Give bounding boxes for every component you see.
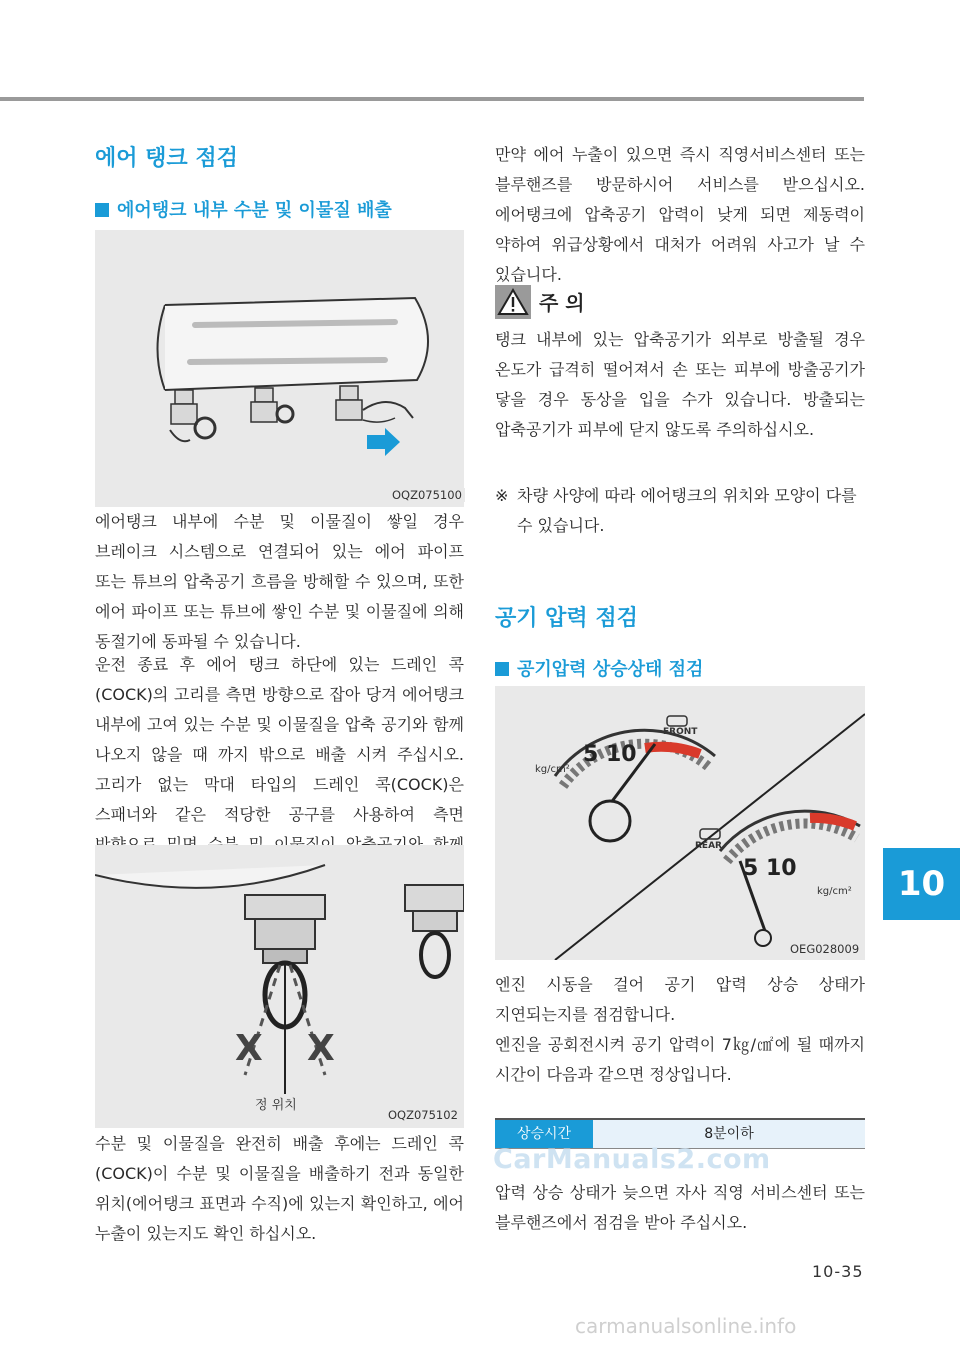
- figure-air-tank-drain: [95, 230, 464, 507]
- gauge-rear-scale: 5 10: [743, 856, 797, 881]
- caution-text: 탱크 내부에 있는 압축공기가 외부로 방출될 경우 온도가 급격히 떨어져서 손 또는 피부에 방출공기가 닿을 경우 동상을 입을 수가 있습니다. 방출되는 압축공기가 피부에 닫지 않도록 주의하십시오.: [495, 330, 865, 439]
- paragraph-air-leak: 만약 에어 누출이 있으면 즉시 직영서비스센터 또는 블루핸즈를 방문하시어 서비스를 받으십시오. 에어탱크에 압축공기 압력이 낮게 되면 제동력이 약하여 위급상황에서 대처가 어려워 사고가 날 수 있습니다.: [495, 145, 865, 284]
- air-tank-drain-illustration: [95, 230, 464, 507]
- svg-text:X: X: [235, 1028, 263, 1069]
- subsection-title-drain: [95, 196, 392, 222]
- subsection-title-pressure-rise: [495, 655, 703, 681]
- gauge-rear-unit: kg/cm²: [817, 886, 852, 897]
- subsection-title-text: 에어탱크 내부 수분 및 이물질 배출: [117, 200, 392, 221]
- note-mark: ※: [495, 486, 509, 505]
- gauge-front-label: FRONT: [663, 727, 698, 737]
- chapter-tab: 10: [883, 848, 960, 920]
- figure-drain-cock-position: [95, 845, 464, 1128]
- page-number: 10-35: [812, 1262, 864, 1281]
- paragraph-drain-procedure: 운전 종료 후 에어 탱크 하단에 있는 드레인 콕(COCK)의 고리를 측면 방향으로 잡아 당겨 에어탱크 내부에 고여 있는 수분 및 이물질을 압축 공기와 함께 나오지 않을 때 까지 밖으로 배출 시켜 주십시오. 고리가 없는 막대 타입의 드레인 콕(COCK)은 스패너와 같은 적당한 공구를 사용하여 측면: [95, 655, 464, 824]
- square-bullet-icon: [495, 662, 509, 676]
- caution-label: 주 의: [539, 291, 585, 315]
- paragraph-after-drain-check: 수분 및 이물질을 완전히 배출 후에는 드레인 콕(COCK)이 수분 및 이물질을 배출하기 전과 동일한 위치(에어탱크 표면과 수직)에 있는지 확인하고, 에어 누출이 있는지도 확인 하십시오.: [95, 1134, 464, 1243]
- figure-pressure-gauges: [495, 686, 865, 960]
- note-text: 차량 사양에 따라 에어탱크의 위치와 모양이 다를 수 있습니다.: [517, 486, 857, 535]
- warning-triangle-icon: [495, 285, 531, 319]
- gauge-front-scale: 5 10: [583, 742, 637, 767]
- subsection-title-text: 공기압력 상승상태 점검: [517, 659, 704, 680]
- paragraph-slow-pressure: 압력 상승 상태가 늦으면 자사 직영 서비스센터 또는 블루핸즈에서 점검을 받아 주십시오.: [495, 1183, 865, 1232]
- figure-code: OQZ075102: [385, 1108, 461, 1122]
- section-title-air-pressure: 공기 압력 점검: [495, 606, 638, 631]
- correct-position-label: 정 위치: [255, 1094, 297, 1113]
- paragraph-pressure-check: 엔진 시동을 걸어 공기 압력 상승 상태가 지연되는지를 점검합니다.: [495, 975, 865, 1024]
- section-title-air-tank: 에어 탱크 점검: [95, 146, 238, 171]
- table-header-rise-time: 상승시간: [495, 1120, 593, 1148]
- gauge-rear-label: REAR: [695, 841, 722, 851]
- watermark-footer: carmanualsonline.info: [575, 1314, 797, 1338]
- figure-code: OQZ075100: [389, 488, 465, 502]
- gauge-front-unit: kg/cm²: [535, 764, 570, 775]
- caution-box: [495, 285, 531, 319]
- watermark-carmanuals2: CarManuals2.com: [493, 1144, 771, 1175]
- table-value-rise-time: 8분이하: [593, 1120, 865, 1148]
- paragraph-moisture-effect: 에어탱크 내부에 수분 및 이물질이 쌓일 경우 브레이크 시스템으로 연결되어 있는 에어 파이프 또는 튜브의 압축공기 흐름을 방해할 수 있으며, 또한 에어 파이프 또는 튜브에 쌓인 수분 및 이물질에 의해 동절기에 동파될 수 있습니다.: [95, 512, 464, 651]
- note: [495, 481, 865, 541]
- square-bullet-icon: [95, 203, 109, 217]
- paragraph-pressure-normal: 엔진을 공회전시켜 공기 압력이 7㎏/㎠에 될 때까지 시간이 다음과 같으면 정상입니다.: [495, 1035, 865, 1084]
- svg-text:X: X: [307, 1028, 335, 1069]
- figure-code: OEG028009: [787, 942, 862, 956]
- header-rule: [0, 97, 864, 101]
- drain-cock-illustration: [95, 845, 464, 1128]
